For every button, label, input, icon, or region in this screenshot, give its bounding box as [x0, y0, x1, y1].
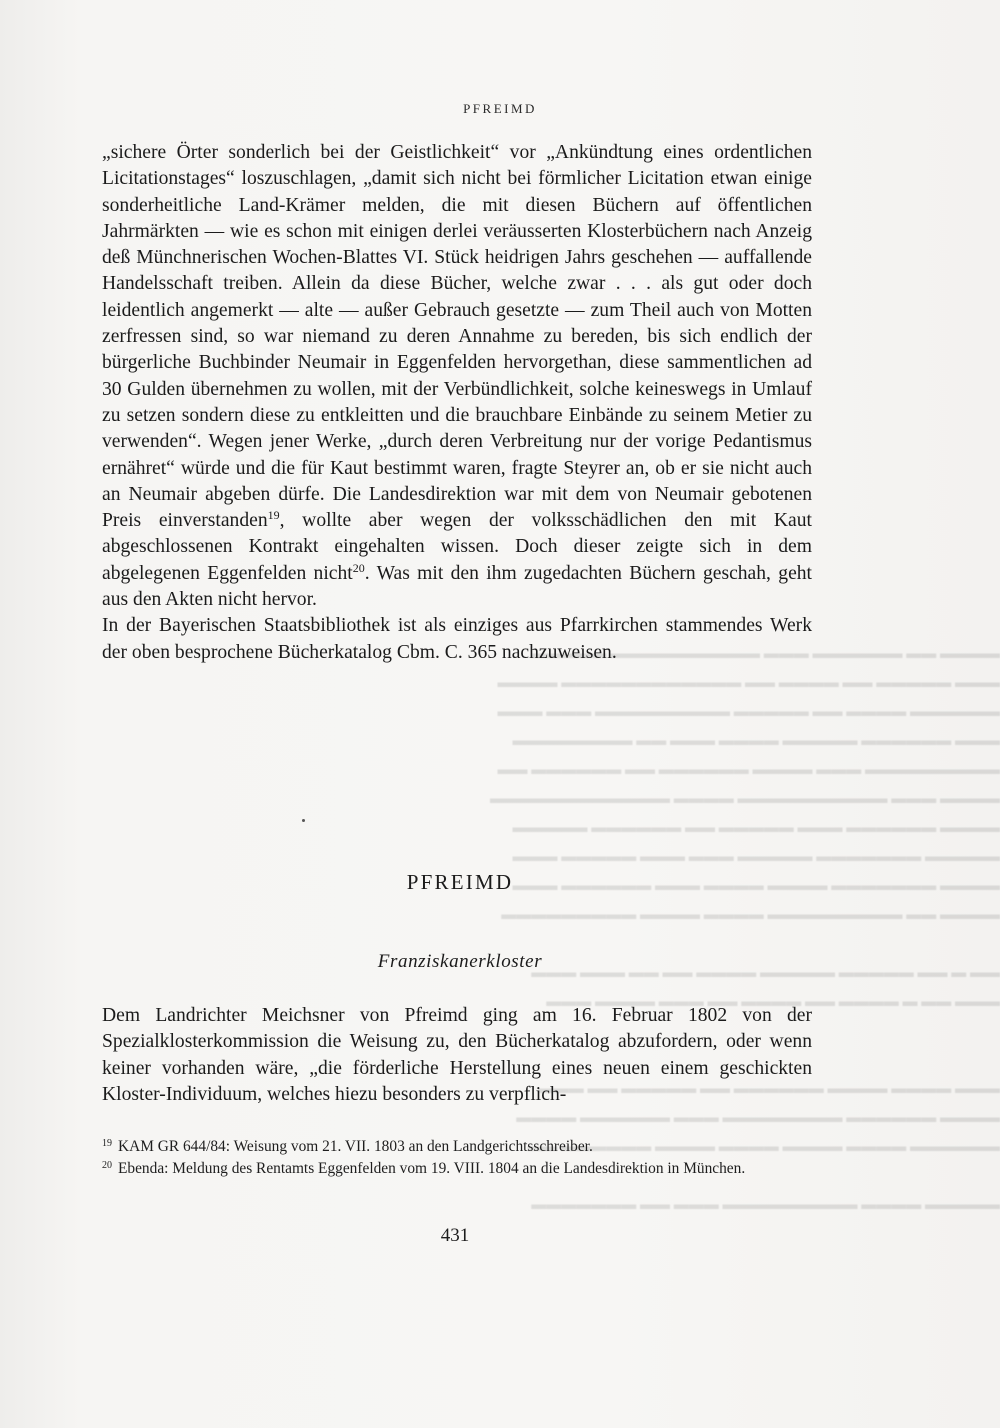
main-text-block: [102, 140, 812, 666]
section-text-block: [102, 1003, 812, 1108]
footnote: [102, 1136, 814, 1158]
section-subtitle: Franziskanerkloster: [377, 951, 543, 972]
running-head: PFREIMD: [463, 101, 537, 116]
ink-dot-mark: [302, 819, 305, 822]
paragraph: [102, 140, 812, 613]
footnote-number: 19: [102, 1138, 112, 1149]
footnote-text: KAM GR 644/84: Weisung vom 21. VII. 1803 an den Landgerichtsschreiber.: [118, 1138, 593, 1155]
page-number: 431: [440, 1225, 470, 1246]
section-title: PFREIMD: [406, 870, 514, 894]
footnote-text: Ebenda: Meldung des Rentamts Eggenfelden vom 19. VIII. 1804 an die Landesdirektion in München.: [118, 1160, 746, 1177]
bleed-through-texture: ▬▬▬▬ ▬▬ ▬▬▬▬▬▬ ▬▬▬ ▬▬▬▬▬▬▬▬▬▬ ▬▬▬▬▬ ▬▬▬ ▬▬▬▬▬ ▬▬ ▬▬▬▬ ▬▬ ▬▬▬▬▬▬▬▬▬▬▬▬ ▬▬▬▬ ▬▬▬▬▬▬ ▬▬▬▬ ▬▬ ▬▬▬▬▬ ▬▬▬▬▬▬▬▬▬ ▬▬▬ ▬▬▬ ▬▬▬ ▬▬▬▬▬▬ ▬▬▬▬▬ ▬▬▬▬ ▬▬▬ ▬▬ ▬▬▬▬▬▬▬▬ ▬▬▬▬▬▬▬▬▬ ▬▬▬ ▬▬▬▬ ▬▬▬▬▬▬ ▬▬ ▬▬▬▬▬▬ ▬▬ ▬▬▬▬ ▬▬▬ ▬▬▬▬▬▬▬▬▬▬ ▬▬▬▬ ▬▬▬▬▬▬▬▬▬▬▬▬ ▬▬▬▬ ▬▬▬▬▬▬ ▬▬▬ ▬▬▬▬▬ ▬▬ ▬▬▬▬▬▬ ▬▬▬▬▬ ▬▬▬▬▬ ▬▬▬▬▬▬▬ ▬▬▬▬▬ ▬▬▬ ▬▬▬ ▬▬▬▬▬ ▬▬▬ ▬▬▬▬ ▬▬▬▬▬▬▬ ▬▬▬▬ ▬▬▬▬ ▬▬▬ ▬▬▬▬▬▬ ▬▬▬ ▬▬▬▬ ▬▬ ▬▬▬▬▬▬▬▬▬ ▬▬▬▬ ▬▬▬▬ ▬▬▬▬▬▬▬▬▬ ▬▬ ▬ ▬▬ ▬▬▬▬▬ ▬▬▬▬▬ ▬▬▬▬ ▬▬ ▬▬ ▬▬▬ ▬▬▬ ▬▬▬ ▬▬ ▬ ▬▬▬▬ ▬▬ ▬▬▬▬ ▬▬ ▬▬▬ ▬▬▬▬ ▬▬▬ ▬▬▬ ▬▬▬▬ ▬▬▬▬ ▬▬▬▬▬▬ ▬▬ ▬▬▬▬▬ ▬▬ ▬▬▬ ▬▬▬▬ ▬▬▬▬▬▬ ▬▬▬▬▬▬▬▬ ▬▬▬ ▬▬▬▬▬▬ ▬▬▬▬ ▬▬▬▬▬▬ ▬▬▬▬ ▬▬▬▬ ▬▬▬▬ ▬▬▬▬ ▬▬▬▬▬▬ ▬▬ ▬▬▬▬▬ ▬▬▬▬ ▬▬▬▬▬▬▬▬▬ ▬▬▬ ▬▬ ▬▬▬▬▬▬▬: [490, 646, 1000, 1213]
paragraph-text: „sichere Örter sonderlich bei der Geistlichkeit“ vor „Ankündtung eines ordentlichen Licitationstages“ loszuschlagen, „damit sich nicht bei förmlicher Licitation etwan einige sonderheitliche Land-Krämer melden, die mit diesen Büchern auf öffentlichen Jahrmärkten — wie es schon mit einigen derlei veräusserten Klosterbüchern nach Anzeig deß Münchnerischen Wochen-Blattes VI. Stück heidrigen Jahrs geschehen — auffallende Handelsschaft treiben. Allein da diese Bücher, welche zwar . . . als gut oder doch leidentlich angemerkt — alte — außer Gebrauch gesetzte — zum Theil auch von Motten zerfressen sind, so war niemand zu deren Annahme zu bereden, bis sich endlich der bürgerliche Buchbinder Neumair in Eggenfelden hervorgethan, diese sammentlichen ad 30 Gulden übernehmen zu wollen, mit der Verbündlichkeit, solche keineswegs in Umlauf zu setzen sondern diese zu entkleitten und die brauchbare Einbände zu seinem Metier zu verwenden“. Wegen jener Werke, „durch deren Verbreitung nur der vorige Pedantismus ernähret“ würde und die für Kaut bestimmt waren, fragte Steyrer an, ob er sie nicht auch an Neumair abgeben dürfe. Die Landesdirektion war mit dem von Neumair gebotenen Preis einverstanden: [102, 142, 812, 532]
footnote-reference: 19: [267, 508, 280, 523]
paragraph-text: , wollte aber wegen der volksschädlichen den mit Kaut abgeschlossenen Kontrakt eingehalten wissen. Doch dieser zeigte sich in dem abgelegenen Eggenfelden nicht: [102, 510, 812, 584]
footnote-number: 20: [102, 1160, 112, 1171]
paragraph: Dem Landrichter Meichsner von Pfreimd ging am 16. Februar 1802 von der Spezialklosterkommission die Weisung zu, den Bücherkatalog abzufordern, oder wenn keiner vorhanden wäre, „die förderliche Herstellung eines neuen einem geschickten Kloster-Individuum, welches hiezu besonders zu verpflich-: [102, 1005, 812, 1105]
paragraph-text: . Was mit den ihm zugedachten Büchern geschah, geht aus den Akten nicht hervor.: [102, 562, 813, 611]
footnote: [102, 1158, 814, 1180]
footnotes: [102, 1136, 814, 1180]
paragraph: In der Bayerischen Staatsbibliothek ist als einziges aus Pfarrkirchen stammendes Werk der oben besprochene Bücherkatalog Cbm. C. 365 nachzuweisen.: [102, 615, 812, 663]
footnote-reference: 20: [352, 560, 365, 575]
